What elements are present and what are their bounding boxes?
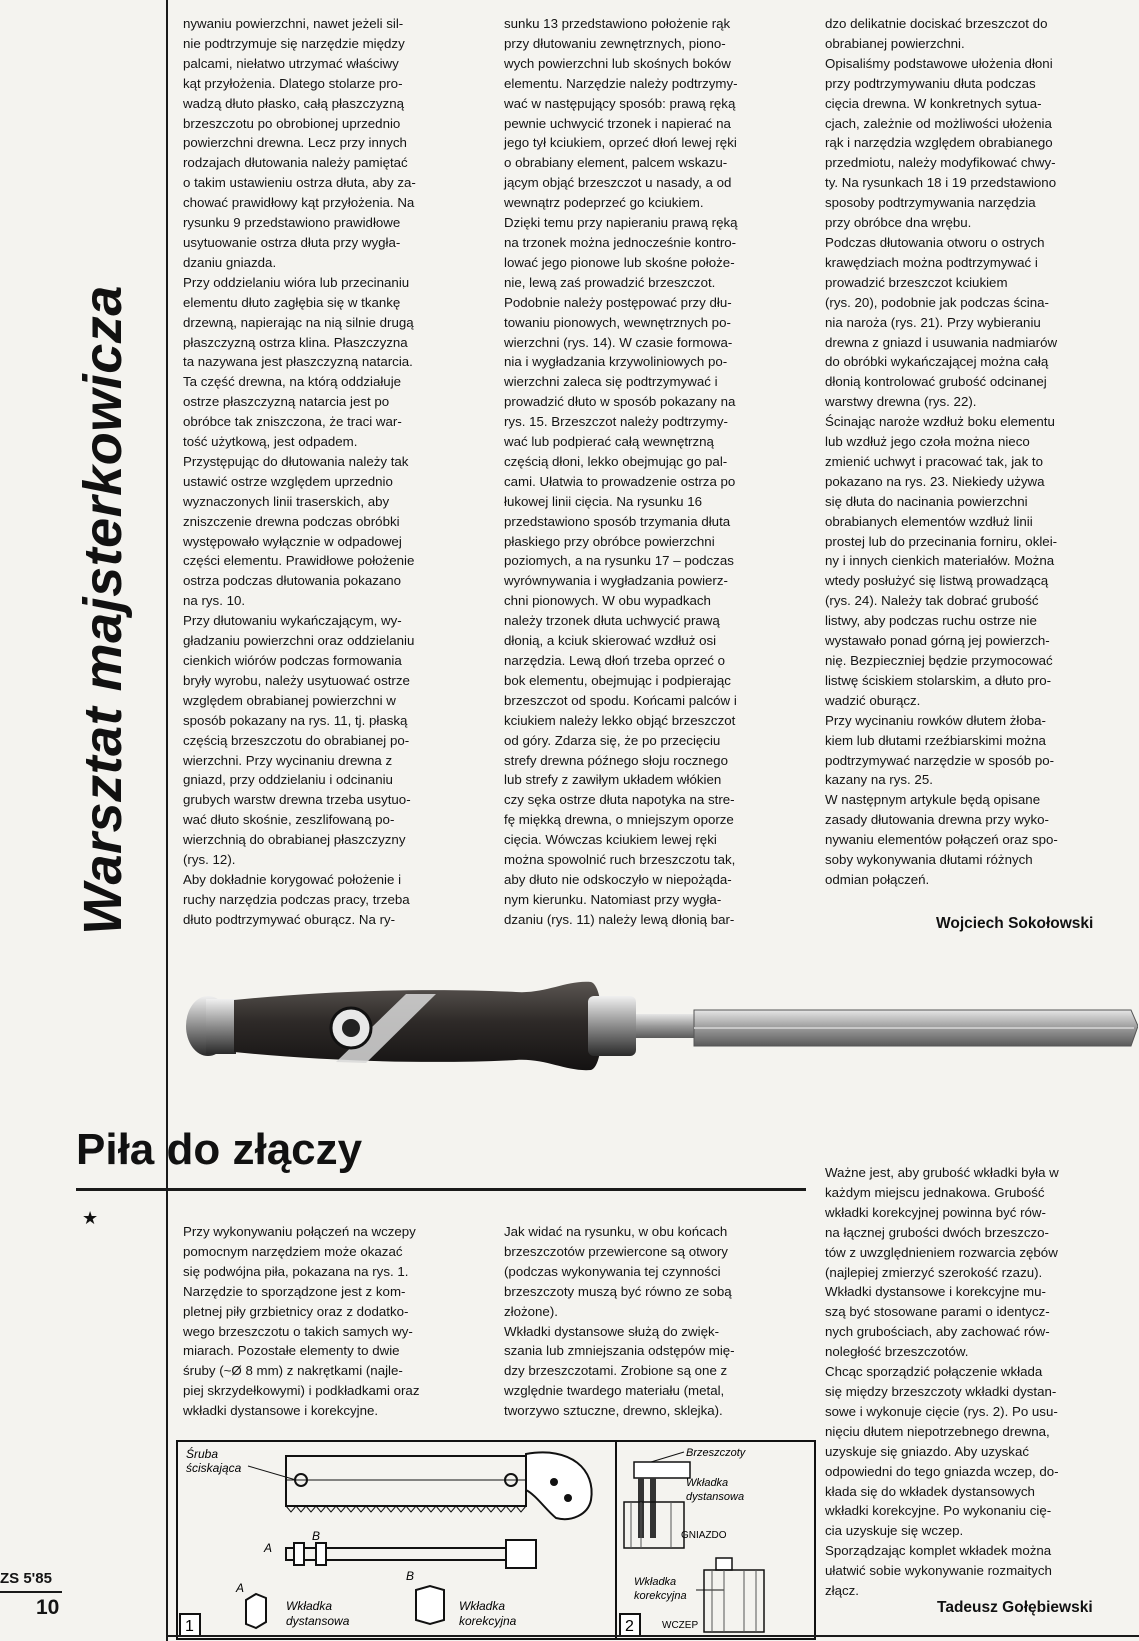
issue-label: ZS 5'85 [0, 1570, 52, 1587]
wood-block-tenon [704, 1570, 764, 1632]
spacer-insert-a [294, 1543, 304, 1565]
label-b-top: B [312, 1529, 321, 1543]
footer-rule [0, 1591, 62, 1593]
figure-1 [180, 1446, 592, 1636]
article2-column-1 [183, 1222, 488, 1421]
label-spacer2-line1: Wkładka [686, 1477, 729, 1489]
saw-diagram [176, 1440, 816, 1640]
spacer-insert-piece [246, 1594, 266, 1628]
side-handle [506, 1540, 536, 1568]
figure-2 [620, 1447, 764, 1636]
article1-column-3 [825, 14, 1130, 890]
article2-col3-text: Ważne jest, aby grubość wkładki była w każdym miejscu jednakowa. Grubość wkładki korekcyjnej powinna być rów- na łącznej grubości dwóch brzeszczo- tów z uwzględnieniem rozwarcia zębów (najlepiej zmierzyć szerokość rzazu). Wkładki dystansowe i korekcyjne mu- szą być stosowane parami o identycz- nych grubościach, aby zachować rów- noległość brzeszczotów. Chcąc sporządzić połączenie wkłada się między brzeszczoty wkładki dystan- sowe i wykonuje cięcie (rys. 2). Po usu- nięciu dłutem niepotrzebnego drewna, uzyskuje się gniazdo. Aby uzyskać odpowiedni do tego gniazda wczep, do- kłada się do wkładek dystansowych wkładki korekcyjne. Po wykonaniu cię- cia uzyskuje się wczep. Sporządzając komplet wkładek można ułatwić sobie wykonywanie rozmaitych złącz. [825, 1165, 1059, 1599]
article2-title-rule [76, 1188, 806, 1191]
article2-col1-text: Przy wykonywaniu połączeń na wczepy pomocnym narzędziem może okazać się podwójna piła, pokazana na rys. 1. Narzędzie to sporządzone jest z kom- pletnej piły grzbietnicy oraz z dodatko- wego brzeszczotu o takich samych wy- miarach. Pozostałe elementy to dwie śruby (~Ø 8 mm) z nakrętkami (najle- piej skrzydełkowymi) i podkładkami oraz wkładki dystansowe i korekcyjne. [183, 1224, 420, 1419]
article2-column-3 [825, 1163, 1130, 1601]
label-a-bottom: A [236, 1581, 245, 1595]
saw-handle [526, 1452, 592, 1519]
label-screw-line2: ściskająca [186, 1461, 242, 1475]
article1-column-2 [504, 14, 804, 930]
label-spacer-line1: Wkładka [286, 1599, 333, 1613]
article1-author: Wojciech Sokołowski [936, 915, 1094, 932]
correction-insert-piece [416, 1586, 444, 1624]
page-number: 10 [36, 1596, 60, 1619]
article2-column-2 [504, 1222, 809, 1421]
label-corr2-line1: Wkładka [634, 1576, 677, 1588]
figure-2-number: 2 [625, 1618, 634, 1635]
label-corr2-line2: korekcyjna [634, 1590, 687, 1602]
correction-insert-b [316, 1543, 326, 1565]
label-spacer2-line2: dystansowa [686, 1491, 745, 1503]
article2-title: Piła do złączy [76, 1125, 363, 1174]
saw-back [286, 1456, 526, 1506]
left-column-rule [166, 0, 168, 1641]
label-socket: GNIAZDO [681, 1530, 727, 1541]
label-screw-line1: Śruba [186, 1447, 219, 1461]
chisel-rear-ferrule [206, 999, 236, 1054]
article2-col2-text: Jak widać na rysunku, w obu końcach brzeszczotów przewiercone są otwory (podczas wykonywania tej czynności brzeszczoty muszą być równo ze sobą złożone). Wkładki dystansowe służą do zwięk- szania lub zmniejszania odstępów mię- dzy brzeszczotami. Zrobione są one z względnie twardego materiału (metal, tworzywo sztuczne, drewno, sklejka). [504, 1224, 735, 1419]
article1-col1-text: nywaniu powierzchni, nawet jeżeli sil- nie podtrzymuje się narzędzie między palcami, niełatwo utrzymać właściwy kąt przyłożenia. Dlatego stolarze pro- wadzą dłuto płasko, całą płaszczyzną brzeszczotu po obrobionej uprzednio powierzchni drewna. Lecz przy innych rodzajach dłutowania należy pamiętać o takim ustawieniu ostrza dłuta, aby za- chować prawidłowy kąt przyłożenia. Na rysunku 9 przedstawiono prawidłowe usytuowanie ostrza dłuta przy wygła- dzaniu gniazda. Przy oddzielaniu wióra lub przecinaniu elementu dłuto zagłębia się w tkankę drzewną, napierając na nią silnie drugą płaszczyzną ostrza klina. Płaszczyzna ta nazywana jest płaszczyzną natarcia. Ta część drewna, na którą oddziałuje ostrze płaszczyzną natarcia jest po obróbce tak zniszczona, że traci war- tość użytkową, jest odpadem. Przystępując do dłutowania należy tak ustawić ostrze względem uprzednio wyznaczonych linii traserskich, aby zniszczenie drewna podczas obróbki występowało wyłącznie w odpadowej części elementu. Prawidłowe położenie ostrza podczas dłutowania pokazano na rys. 10. Przy dłutowaniu wykańczającym, wy- gładzaniu powierzchni oraz oddzielaniu cienkich wiórów podczas formowania bryły wyrobu, należy usytuować ostrze względem obrabianej powierzchni w sposób pokazany na rys. 11, tj. płaską częścią brzeszczotu do obrabianej po- wierzchni. Przy wycinaniu drewna z gniazd, przy oddzielaniu i odcinaniu grubych warstw drewna trzeba usytuo- wać dłuto skośnie, zeszlifowaną po- wierzchnią do obrabianej płaszczyzny (rys. 12). Aby dokładnie korygować położenie i ruchy narzędzia podczas pracy, trzeba dłuto podtrzymywać oburącz. Na ry- [183, 16, 416, 927]
correction-insert-fig2 [716, 1558, 732, 1570]
label-tenon: WCZEP [662, 1620, 699, 1631]
bottom-rule [166, 1635, 1139, 1637]
chisel-logo-center [342, 1019, 360, 1037]
label-blades: Brzeszczoty [686, 1447, 746, 1459]
label-b-bottom: B [406, 1569, 415, 1583]
star-icon: ★ [82, 1208, 99, 1228]
label-corr-line1: Wkładka [459, 1599, 506, 1613]
label-spacer-line2: dystansowa [286, 1614, 350, 1628]
chisel-front-ferrule [588, 996, 636, 1056]
article1-col2-text: sunku 13 przedstawiono położenie rąk przy dłutowaniu zewnętrznych, piono- wych powierzchni lub skośnych boków elementu. Narzędzie należy podtrzymy- wać w następujący sposób: prawą ręką pewnie uchwycić trzonek i napierać na jego tył kciukiem, oprzeć dłoń lewej ręki o obrabiany element, palcem wskazu- jącym objąć brzeszczot u nasady, a od wewnątrz podeprzeć go kciukiem. Dzięki temu przy napieraniu prawą ręką na trzonek można jednocześnie kontro- lować jego pionowe lub skośne położe- nie, lewą zaś prowadzić brzeszczot. Podobnie należy postępować przy dłu- towaniu pionowych, wewnętrznych po- wierzchni (rys. 14). W czasie formowa- nia i wygładzania krzywoliniowych po- wierzchni zaleca się podtrzymywać i prowadzić dłuto w sposób pokazany na rys. 15. Brzeszczot należy podtrzymy- wać lub podpierać całą wewnętrzną częścią dłoni, lekko obejmując go pal- cami. Ułatwia to prowadzenie ostrza po łukowej linii cięcia. Na rysunku 16 przedstawiono sposób trzymania dłuta płaskiego przy obróbce powierzchni poziomych, a na rysunku 17 – podczas wyrównywania i wygładzania powierz- chni pionowych. W obu wypadkach należy trzonek dłuta uchwycić prawą dłonią, a kciuk skierować wzdłuż osi narzędzia. Lewą dłoń trzeba oprzeć o bok elementu, obejmując i podpierając brzeszczot od spodu. Końcami palców i kciukiem należy lekko objąć brzeszczot od góry. Zdarza się, że po przecięciu strefy drewna późnego słoju rocznego lub strefy z zawiłym układem włókien czy sęka ostrze dłuta napotyka na stre- fę miękką drewna, o mniejszym oporze cięcia. Wówczas kciukiem lewej ręki można spowolnić ruch brzeszczotu tak, aby dłuto nie odskoczyło w niepożąda- nym kierunku. Natomiast przy wygła- dzaniu (rys. 11) należy lewą dłonią bar- [504, 16, 738, 927]
article1-col3-text: dzo delikatnie dociskać brzeszczot do obrabianej powierzchni. Opisaliśmy podstawowe ułożenia dłoni przy podtrzymywaniu dłuta podczas cięcia drewna. W konkretnych sytua- cjach, zależnie od możliwości ułożenia rąk i narzędzia względem obrabianego przedmiotu, należy modyfikować chwy- ty. Na rysunkach 18 i 19 przedstawiono sposoby podtrzymywania narzędzia przy obróbce dna wrębu. Podczas dłutowania otworu o ostrych krawędziach można podtrzymywać i prowadzić brzeszczot kciukiem (rys. 20), podobnie jak podczas ścina- nia naroża (rys. 21). Przy wybieraniu drewna z gniazd i usuwania nadmiarów do obróbki wykańczającej można całą dłonią kontrolować grubość odcinanej warstwy drewna (rys. 22). Ścinając naroże wzdłuż boku elementu lub wzdłuż jego czoła można nieco zmienić uchwyt i pracować tak, jak to pokazano na rys. 23. Niekiedy używa się dłuta do nacinania powierzchni obrabianych elementów wzdłuż linii prostej lub do przecinania forniru, oklei- ny i innych cienkich materiałów. Można wtedy posłużyć się listwą prowadzącą (rys. 24). Należy tak dobrać grubość listwy, aby podczas ruchu ostrze nie wystawało ponad górną jej powierzch- nię. Bezpieczniej będzie przymocować listwę ściskiem stolarskim, a dłuto pro- wadzić oburącz. Przy wycinaniu rowków dłutem żłoba- kiem lub dłutami rzeźbiarskimi można podtrzymywać narzędzie w sposób po- kazany na rys. 25. W następnym artykule będą opisane zasady dłutowania drewna przy wyko- nywaniu elementów połączeń oraz spo- soby wykonywania dłutami różnych odmian połączeń. [825, 16, 1058, 887]
chisel-illustration [186, 966, 1138, 1086]
section-side-title: Warsztat majsterkowicza [73, 285, 133, 935]
blade-right [650, 1478, 656, 1538]
saw-blades-top [634, 1462, 690, 1478]
label-corr-line2: korekcyjna [459, 1614, 517, 1628]
article1-column-1 [183, 14, 483, 930]
figure-1-number: 1 [185, 1618, 194, 1635]
article2-author: Tadeusz Gołębiewski [937, 1599, 1093, 1616]
chisel-neck [636, 1014, 696, 1038]
label-a-top: A [264, 1541, 273, 1555]
